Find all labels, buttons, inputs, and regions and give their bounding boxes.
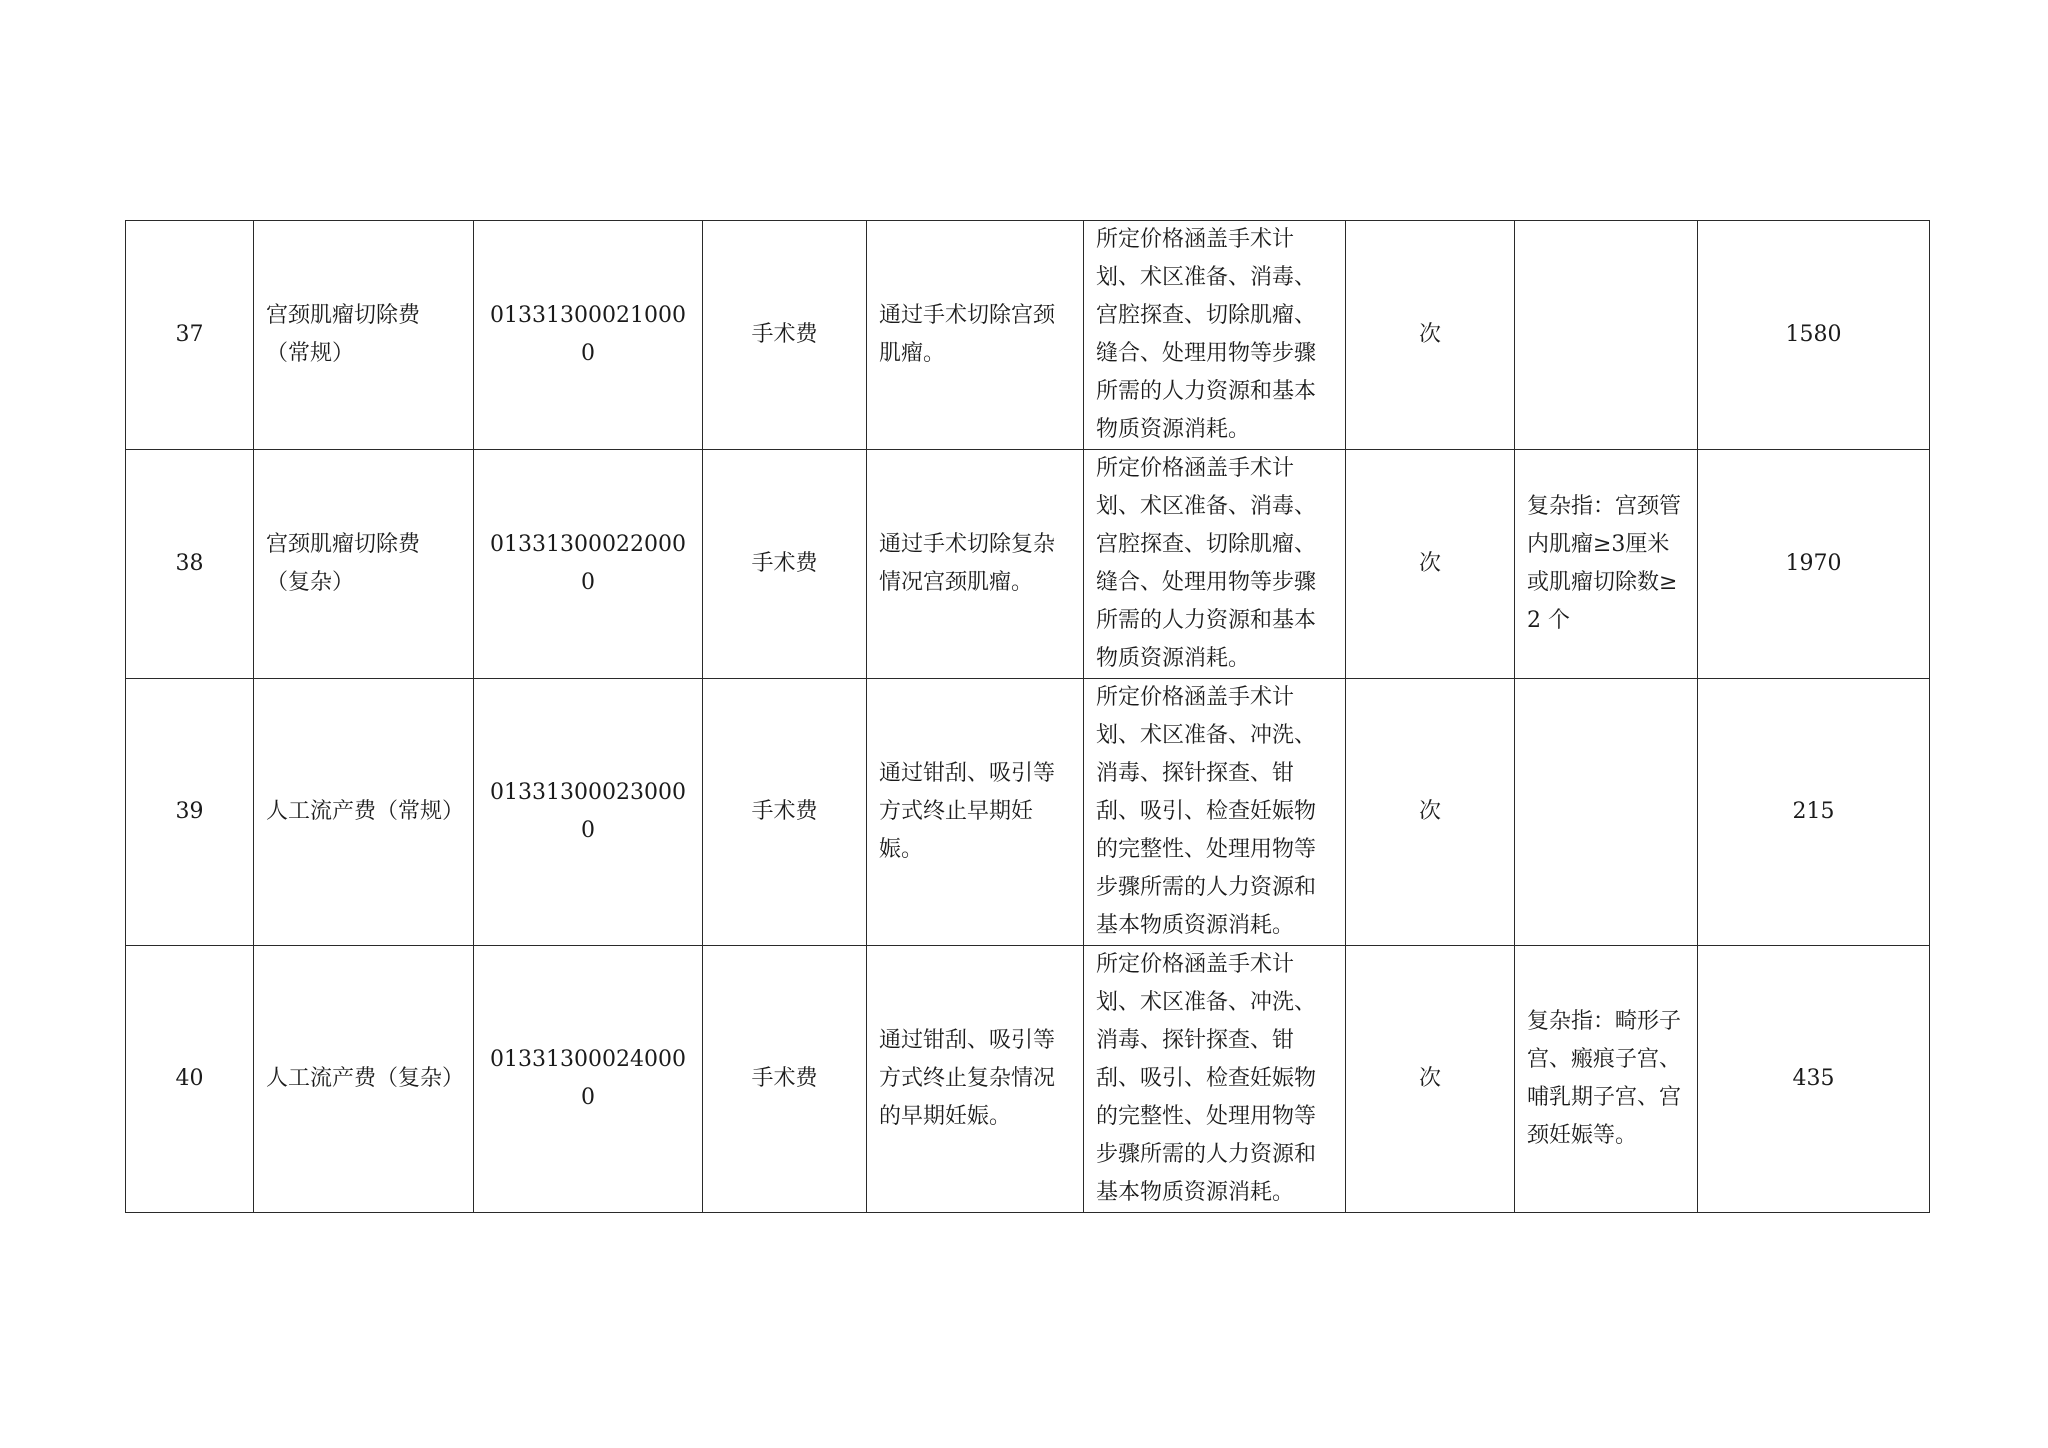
- item-content: 通过手术切除复杂情况宫颈肌瘤。: [867, 450, 1084, 679]
- table-row: [126, 679, 1930, 946]
- item-note: 复杂指：宫颈管内肌瘤≥3厘米或肌瘤切除数≥2 个: [1515, 450, 1698, 679]
- item-code: 013313000240000: [474, 946, 703, 1213]
- item-number: 40: [126, 946, 254, 1213]
- item-note: [1515, 679, 1698, 946]
- item-price-scope: 所定价格涵盖手术计划、术区准备、冲洗、消毒、探针探查、钳刮、吸引、检查妊娠物的完整性、处理用物等步骤所需的人力资源和基本物质资源消耗。: [1084, 946, 1346, 1213]
- medical-fee-table: [125, 220, 1930, 1213]
- item-number: 37: [126, 221, 254, 450]
- table-row: [126, 946, 1930, 1213]
- item-content: 通过钳刮、吸引等方式终止早期妊娠。: [867, 679, 1084, 946]
- item-content: 通过手术切除宫颈肌瘤。: [867, 221, 1084, 450]
- item-unit: 次: [1346, 946, 1515, 1213]
- item-name: 人工流产费（常规）: [254, 679, 474, 946]
- item-price-scope: 所定价格涵盖手术计划、术区准备、冲洗、消毒、探针探查、钳刮、吸引、检查妊娠物的完整性、处理用物等步骤所需的人力资源和基本物质资源消耗。: [1084, 679, 1346, 946]
- item-code: 013313000220000: [474, 450, 703, 679]
- item-name: 宫颈肌瘤切除费（常规）: [254, 221, 474, 450]
- item-category: 手术费: [703, 679, 867, 946]
- item-unit: 次: [1346, 679, 1515, 946]
- item-number: 39: [126, 679, 254, 946]
- item-name: 人工流产费（复杂）: [254, 946, 474, 1213]
- item-price: 1970: [1698, 450, 1930, 679]
- item-price-scope: 所定价格涵盖手术计划、术区准备、消毒、宫腔探查、切除肌瘤、缝合、处理用物等步骤所需的人力资源和基本物质资源消耗。: [1084, 221, 1346, 450]
- item-content: 通过钳刮、吸引等方式终止复杂情况的早期妊娠。: [867, 946, 1084, 1213]
- table-row: [126, 450, 1930, 679]
- item-number: 38: [126, 450, 254, 679]
- item-category: 手术费: [703, 946, 867, 1213]
- item-unit: 次: [1346, 221, 1515, 450]
- item-name: 宫颈肌瘤切除费（复杂）: [254, 450, 474, 679]
- item-price: 1580: [1698, 221, 1930, 450]
- item-category: 手术费: [703, 221, 867, 450]
- item-price-scope: 所定价格涵盖手术计划、术区准备、消毒、宫腔探查、切除肌瘤、缝合、处理用物等步骤所需的人力资源和基本物质资源消耗。: [1084, 450, 1346, 679]
- item-price: 215: [1698, 679, 1930, 946]
- item-unit: 次: [1346, 450, 1515, 679]
- item-code: 013313000230000: [474, 679, 703, 946]
- item-code: 013313000210000: [474, 221, 703, 450]
- item-category: 手术费: [703, 450, 867, 679]
- item-note: 复杂指：畸形子宫、瘢痕子宫、 哺乳期子宫、宫颈妊娠等。: [1515, 946, 1698, 1213]
- item-price: 435: [1698, 946, 1930, 1213]
- table-row: [126, 221, 1930, 450]
- item-note: [1515, 221, 1698, 450]
